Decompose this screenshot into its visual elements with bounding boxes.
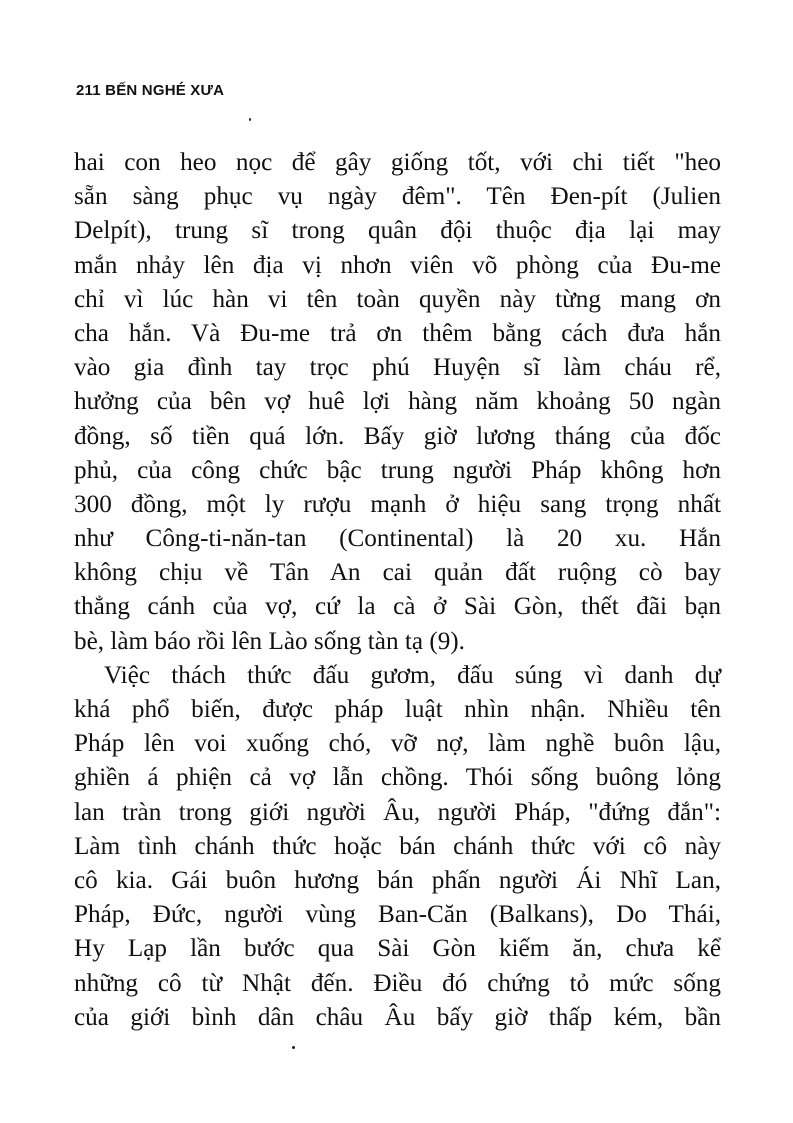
body-text — [74, 146, 721, 1035]
text-line: hưởng của bên vợ huê lợi hàng năm khoảng 50 ngàn — [74, 388, 721, 416]
text-line: 300 đồng, một ly rượu mạnh ở hiệu sang trọng nhất — [74, 490, 721, 518]
text-line: những cô từ Nhật đến. Điều đó chứng tỏ mức sống — [74, 969, 721, 997]
text-line: Hy Lạp lần bước qua Sài Gòn kiếm ăn, chưa kể — [74, 935, 721, 963]
text-line: Pháp lên voi xuống chó, vỡ nợ, làm nghề buôn lậu, — [74, 730, 721, 758]
text-line: không chịu về Tân An cai quản đất ruộng cò bay — [74, 559, 721, 587]
ink-speck — [292, 1046, 295, 1049]
text-line: sẵn sàng phục vụ ngày đêm". Tên Đen-pít (Julien — [74, 183, 721, 211]
text-line: ghiền á phiện cả vợ lẫn chồng. Thói sống buông lỏng — [74, 764, 721, 792]
text-line: Việc thách thức đấu gươm, đấu súng vì danh dự — [104, 661, 721, 689]
text-line: khá phổ biến, được pháp luật nhìn nhận. Nhiều tên — [74, 696, 721, 723]
paragraph-1 — [74, 146, 721, 659]
ink-speck — [249, 118, 251, 121]
text-line: cô kia. Gái buôn hương bán phấn người Ái Nhĩ Lan, — [74, 866, 721, 894]
text-line: cha hắn. Và Đu-me trả ơn thêm bằng cách đưa hắn — [74, 319, 721, 347]
running-header: 211 BẾN NGHÉ XƯA — [76, 82, 225, 99]
text-line: thẳng cánh của vợ, cứ la cà ở Sài Gòn, thết đãi bạn — [74, 593, 721, 621]
text-line: phủ, của công chức bậc trung người Pháp không hơn — [74, 456, 721, 484]
text-line: Delpít), trung sĩ trong quân đội thuộc địa lại may — [74, 217, 721, 245]
text-line: như Công-ti-năn-tan (Continental) là 20 xu. Hắn — [74, 525, 721, 553]
paragraph-2 — [74, 659, 721, 1035]
text-line: đồng, số tiền quá lớn. Bấy giờ lương tháng của đốc — [74, 422, 721, 450]
text-line: hai con heo nọc để gây giống tốt, với chi tiết "heo — [74, 149, 721, 176]
text-line: vào gia đình tay trọc phú Huyện sĩ làm cháu rể, — [74, 354, 721, 382]
text-line: của giới bình dân châu Âu bấy giờ thấp kém, bần — [74, 1003, 721, 1031]
text-line: bè, làm báo rồi lên Lào sống tàn tạ (9). — [74, 627, 465, 655]
text-line: Làm tình chánh thức hoặc bán chánh thức với cô này — [74, 832, 721, 860]
text-line: mắn nhảy lên địa vị nhơn viên võ phòng của Đu-me — [74, 251, 721, 279]
text-line: lan tràn trong giới người Âu, người Pháp, "đứng đắn": — [74, 798, 721, 826]
text-line: Pháp, Đức, người vùng Ban-Căn (Balkans), Do Thái, — [74, 901, 721, 929]
text-line: chỉ vì lúc hàn vi tên toàn quyền này từng mang ơn — [74, 285, 721, 313]
